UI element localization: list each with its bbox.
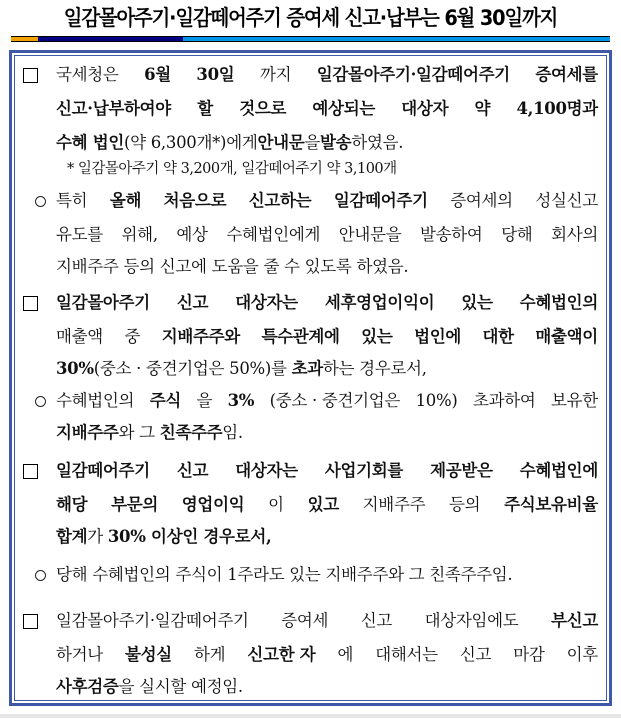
text: (중소 · 중견기업은 50%)를 bbox=[93, 359, 292, 378]
text-line bbox=[56, 132, 403, 154]
text: 국세청은 bbox=[56, 65, 119, 84]
bold-text: 합계 bbox=[56, 527, 88, 546]
bold-text: 수혜 법인 bbox=[56, 133, 125, 152]
bold-text: 친족주주 bbox=[159, 423, 223, 442]
text: 당해 bbox=[501, 225, 533, 244]
title-bar-navy-segment bbox=[38, 37, 183, 41]
bold-text: 4,100명과 bbox=[516, 99, 598, 118]
text: 발송하여 bbox=[419, 225, 483, 244]
text-line bbox=[56, 610, 598, 632]
text-line bbox=[56, 256, 408, 278]
bold-text: 신고·납부하여야 bbox=[56, 99, 171, 118]
text: 마감 bbox=[513, 645, 545, 664]
text: 이후 bbox=[566, 645, 598, 664]
text: 유도를 bbox=[56, 225, 103, 244]
bold-text: 일감떼어주기 bbox=[333, 191, 428, 210]
text: 등의 bbox=[449, 495, 481, 514]
bold-text: 예상되는 bbox=[312, 99, 375, 118]
bold-text: 일감몰아주기 bbox=[56, 293, 150, 312]
text: 하거나 bbox=[56, 645, 103, 664]
bold-text: 주식 bbox=[149, 391, 181, 410]
text: 일감몰아주기·일감떼어주기 bbox=[56, 611, 249, 630]
bold-text: 수혜법인의 bbox=[519, 293, 598, 312]
text: 신고 bbox=[459, 645, 492, 664]
bold-text: 약 bbox=[474, 99, 491, 118]
text: 수혜법인에게 bbox=[226, 225, 321, 244]
text: 예상 bbox=[176, 225, 208, 244]
text-line bbox=[56, 358, 427, 380]
text-line bbox=[56, 494, 598, 516]
bottom-edge bbox=[0, 714, 621, 718]
bold-text: 올해 bbox=[109, 191, 142, 210]
bold-text: 30일 bbox=[196, 65, 235, 84]
text: 을 bbox=[304, 133, 321, 152]
bold-text: 제공받은 bbox=[430, 461, 493, 480]
circle-bullet-icon bbox=[35, 570, 46, 581]
text-line bbox=[56, 326, 598, 348]
text: 하였음. bbox=[351, 133, 404, 152]
title-bar-orange-segment bbox=[11, 37, 38, 41]
text: 수혜법인의 bbox=[56, 391, 135, 410]
text-line bbox=[56, 460, 598, 482]
bold-text: 신고 bbox=[176, 461, 209, 480]
text: 매출액 bbox=[56, 327, 103, 346]
text: 신고 bbox=[360, 611, 393, 630]
text: 와 그 bbox=[118, 423, 160, 442]
bold-text: 있는 bbox=[461, 293, 493, 312]
bold-text: 세후영업이익이 bbox=[324, 293, 435, 312]
bold-text: 대한 bbox=[482, 327, 514, 346]
bold-text: 사후검증 bbox=[56, 677, 119, 696]
text-line bbox=[56, 64, 598, 86]
bold-text: 발송 bbox=[320, 133, 352, 152]
bold-text: 주식보유비율 bbox=[504, 495, 598, 514]
square-bullet-icon bbox=[23, 296, 38, 311]
bold-text: 6월 bbox=[144, 65, 171, 84]
text-line bbox=[56, 390, 598, 412]
text: 보유한 bbox=[551, 391, 598, 410]
text: 가 bbox=[87, 527, 108, 546]
bold-text: 초과 bbox=[291, 359, 323, 378]
bold-text: 30% 이상인 경우로서, bbox=[107, 527, 272, 546]
bold-text: 30% bbox=[56, 359, 94, 378]
square-bullet-icon bbox=[23, 614, 38, 629]
bold-text: 지배주주와 bbox=[161, 327, 240, 346]
bold-text: 특수관계에 bbox=[261, 327, 340, 346]
title-bar-blue-segment bbox=[183, 37, 610, 41]
text: (중소 · 중견기업은 bbox=[269, 391, 401, 410]
text: (약 6,300개*)에게 bbox=[124, 133, 258, 152]
bold-text: 것으로 bbox=[239, 99, 287, 118]
bold-text: 매출액이 bbox=[535, 327, 598, 346]
text: 안내문을 bbox=[338, 225, 402, 244]
bold-text: 지배주주 bbox=[56, 423, 119, 442]
text-line bbox=[56, 224, 598, 246]
title-underline-bar bbox=[11, 36, 610, 42]
text: 하는 경우로서, bbox=[322, 359, 427, 378]
bold-text: 일감떼어주기 bbox=[56, 461, 150, 480]
text: 회사의 bbox=[551, 225, 598, 244]
bold-text: 대상자는 bbox=[235, 293, 298, 312]
page-title: 일감몰아주기·일감떼어주기 증여세 신고·납부는 6월 30일까지 bbox=[63, 6, 558, 30]
square-bullet-icon bbox=[23, 464, 38, 479]
text-line bbox=[56, 564, 512, 586]
text: 대상자임에도 bbox=[424, 611, 519, 630]
bold-text: 신고 bbox=[176, 293, 209, 312]
bold-text: 신고한 자 bbox=[247, 645, 316, 664]
text: 10%) bbox=[415, 391, 458, 410]
bold-text: 영업이익 bbox=[181, 495, 245, 514]
text: 지배주주 bbox=[362, 495, 426, 514]
text: 증여세의 bbox=[450, 191, 513, 210]
text: 을 bbox=[196, 391, 213, 410]
bold-text: 있고 bbox=[307, 495, 339, 514]
footnote: * 일감몰아주기 약 3,200개, 일감떼어주기 약 3,100개 bbox=[67, 161, 397, 177]
text: 위해, bbox=[121, 225, 158, 244]
bold-text: 불성실 bbox=[125, 645, 172, 664]
bold-text: 증여세를 bbox=[535, 65, 598, 84]
bold-text: 대상자는 bbox=[235, 461, 298, 480]
text: 이 bbox=[268, 495, 284, 514]
text: 증여세 bbox=[281, 611, 329, 630]
text-line bbox=[56, 190, 598, 212]
bold-text: 사업기회를 bbox=[324, 461, 404, 480]
text: 을 실시할 예정임. bbox=[118, 677, 243, 696]
content-frame-inner bbox=[14, 55, 607, 701]
text-line bbox=[56, 644, 598, 666]
text: 대해서는 bbox=[375, 645, 438, 664]
circle-bullet-icon bbox=[35, 396, 46, 407]
text-line bbox=[56, 98, 598, 120]
text: 까지 bbox=[259, 65, 292, 84]
text: 중 bbox=[124, 327, 141, 346]
bold-text: 부문의 bbox=[111, 495, 158, 514]
text: 임. bbox=[222, 423, 243, 442]
bold-text: 있는 bbox=[361, 327, 393, 346]
bold-text: 부신고 bbox=[551, 611, 598, 630]
circle-bullet-icon bbox=[35, 196, 46, 207]
text-line bbox=[56, 292, 598, 314]
text: 성실신고 bbox=[535, 191, 598, 210]
text: 초과하여 bbox=[472, 391, 536, 410]
text: 특히 bbox=[56, 191, 88, 210]
bold-text: 처음으로 bbox=[163, 191, 227, 210]
text-line bbox=[56, 422, 243, 444]
text: 당해 수혜법인의 주식이 1주라도 있는 지배주주와 그 친족주주임. bbox=[56, 565, 513, 584]
bold-text: 할 bbox=[197, 99, 213, 118]
content-frame bbox=[9, 50, 612, 706]
text-line bbox=[56, 526, 271, 548]
bold-text: 일감몰아주기·일감떼어주기 bbox=[316, 65, 510, 84]
text: 에 bbox=[337, 645, 354, 664]
text: 지배주주 등의 신고에 도움을 줄 수 있도록 하였음. bbox=[56, 257, 409, 276]
square-bullet-icon bbox=[23, 68, 38, 83]
text-line bbox=[56, 676, 243, 698]
text: 하게 bbox=[194, 645, 226, 664]
bold-text: 대상자 bbox=[401, 99, 449, 118]
bold-text: 수혜법인에 bbox=[519, 461, 598, 480]
bold-text: 3% bbox=[227, 391, 255, 410]
bold-text: 안내문 bbox=[257, 133, 305, 152]
bold-text: 법인에 bbox=[414, 327, 461, 346]
bold-text: 신고하는 bbox=[248, 191, 312, 210]
bold-text: 해당 bbox=[56, 495, 88, 514]
